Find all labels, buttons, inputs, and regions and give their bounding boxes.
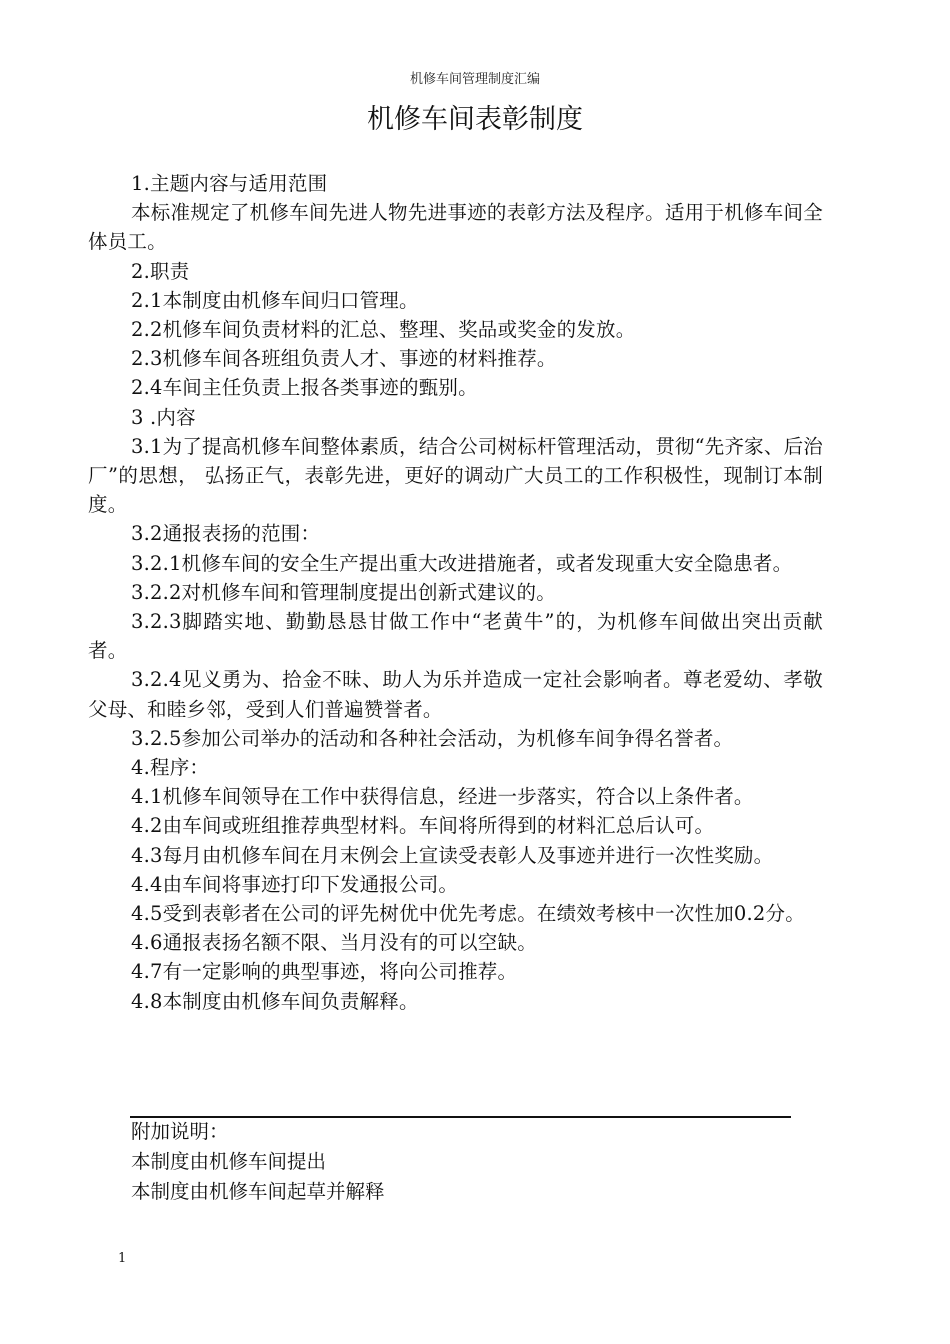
addendum [131, 1117, 791, 1207]
page-number: 1 [118, 1251, 127, 1266]
clause: 3.2通报表扬的范围： [131, 522, 321, 546]
clause: 4.5受到表彰者在公司的评先树优中优先考虑。在绩效考核中一次性加0.2分。 [131, 902, 805, 926]
document-title: 机修车间表彰制度 [367, 104, 583, 135]
addendum-heading: 附加说明： [131, 1120, 229, 1143]
clause: 3.2.3脚踏实地、勤勤恳恳甘做工作中“老黄牛”的，为机修车间做出突出贡献者。 [88, 610, 823, 663]
paragraph: 本标准规定了机修车间先进人物先进事迹的表彰方法及程序。适用于机修车间全体员工。 [88, 201, 823, 254]
section-heading: 4.程序： [131, 756, 210, 780]
clause: 3.2.5参加公司举办的活动和各种社会活动，为机修车间争得名誉者。 [131, 726, 734, 750]
addendum-line: 本制度由机修车间起草并解释 [131, 1180, 385, 1203]
clause: 4.6通报表扬名额不限、当月没有的可以空缺。 [131, 931, 537, 955]
clause: 4.1机修车间领导在工作中获得信息，经进一步落实，符合以上条件者。 [131, 785, 754, 809]
section-heading: 2.职责 [131, 259, 190, 283]
clause: 3.2.2对机修车间和管理制度提出创新式建议的。 [131, 580, 556, 604]
clause: 2.1本制度由机修车间归口管理。 [131, 288, 419, 312]
clause: 3.1为了提高机修车间整体素质，结合公司树标杆管理活动，贯彻“先齐家、后治厂”的思想， 弘扬正气，表彰先进，更好的调动广大员工的工作积极性，现制订本制度。 [88, 434, 823, 517]
clause: 4.3每月由机修车间在月末例会上宣读受表彰人及事迹并进行一次性奖励。 [131, 843, 774, 867]
clause: 2.3机修车间各班组负责人才、事迹的材料推荐。 [131, 347, 557, 371]
clause: 4.2由车间或班组推荐典型材料。车间将所得到的材料汇总后认可。 [131, 814, 715, 838]
clause: 3.2.1机修车间的安全生产提出重大改进措施者，或者发现重大安全隐患者。 [131, 551, 793, 575]
addendum-line: 本制度由机修车间提出 [131, 1150, 327, 1173]
running-header: 机修车间管理制度汇编 [409, 72, 540, 87]
clause: 4.4由车间将事迹打印下发通报公司。 [131, 872, 459, 896]
section-heading: 1.主题内容与适用范围 [131, 172, 328, 195]
document-body [88, 169, 823, 1016]
clause: 2.2机修车间负责材料的汇总、整理、奖品或奖金的发放。 [131, 318, 636, 342]
clause: 2.4车间主任负责上报各类事迹的甄别。 [131, 376, 478, 400]
clause: 3.2.4见义勇为、拾金不昧、助人为乐并造成一定社会影响者。尊老爱幼、孝敬父母、和睦乡邻，受到人们普遍赞誉者。 [88, 668, 823, 721]
clause: 4.8本制度由机修车间负责解释。 [131, 989, 419, 1013]
section-heading: 3 .内容 [131, 405, 196, 429]
clause: 4.7有一定影响的典型事迹，将向公司推荐。 [131, 960, 518, 984]
